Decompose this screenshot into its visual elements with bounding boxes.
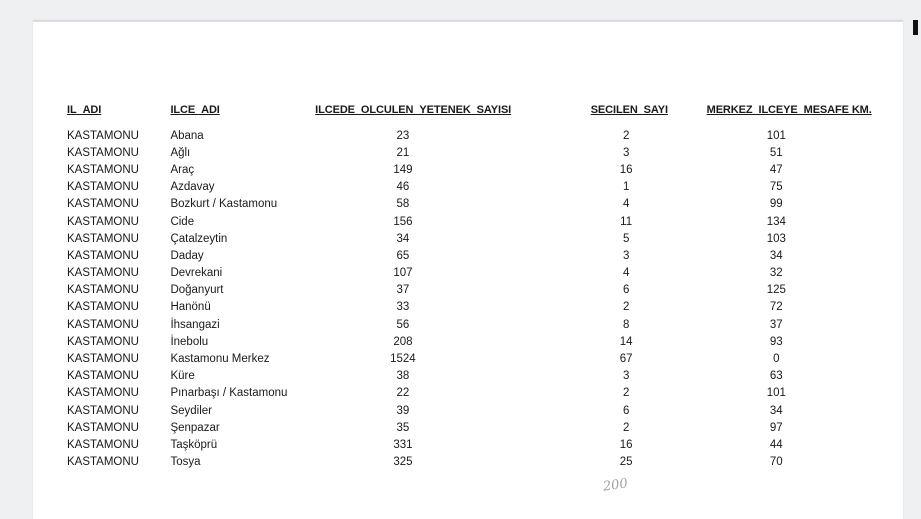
cell-yetenek-sayisi: 23 <box>396 129 410 142</box>
cell-il-adi: KASTAMONU <box>67 301 139 314</box>
cell-mesafe-km: 47 <box>769 163 783 176</box>
table-row <box>67 454 921 471</box>
cell-yetenek-sayisi: 107 <box>393 267 413 280</box>
cell-yetenek-sayisi: 58 <box>396 198 410 211</box>
cell-mesafe-km: 32 <box>769 267 783 280</box>
cell-yetenek-sayisi: 56 <box>396 318 410 331</box>
header-mesafe-km: MERKEZ_ILCEYE_MESAFE KM. <box>706 104 872 116</box>
cell-il-adi: KASTAMONU <box>67 438 139 451</box>
cell-mesafe-km: 63 <box>769 370 783 383</box>
table-header-row <box>67 104 921 127</box>
cell-yetenek-sayisi: 331 <box>393 438 413 451</box>
cell-mesafe-km: 37 <box>769 318 783 331</box>
cell-ilce-adi: Kastamonu Merkez <box>170 353 270 366</box>
cell-ilce-adi: Doğanyurt <box>170 284 224 297</box>
cell-il-adi: KASTAMONU <box>67 404 139 417</box>
cell-mesafe-km: 72 <box>769 301 783 314</box>
cell-ilce-adi: Tosya <box>170 456 201 469</box>
table-row <box>67 368 921 385</box>
cell-ilce-adi: Taşköprü <box>170 438 218 451</box>
cell-secilen-sayi: 3 <box>622 249 630 262</box>
cell-secilen-sayi: 5 <box>622 232 630 245</box>
cell-il-adi: KASTAMONU <box>67 129 139 142</box>
cell-yetenek-sayisi: 39 <box>396 404 410 417</box>
cell-secilen-sayi: 67 <box>619 353 633 366</box>
cell-secilen-sayi: 14 <box>619 335 633 348</box>
table-row <box>67 316 921 333</box>
table-row <box>67 299 921 316</box>
cell-il-adi: KASTAMONU <box>67 198 139 211</box>
cell-ilce-adi: Bozkurt / Kastamonu <box>170 198 278 211</box>
header-olculen-yetenek-sayisi: ILCEDE_OLCULEN_YETENEK_SAYISI <box>315 104 512 116</box>
cell-secilen-sayi: 3 <box>622 370 630 383</box>
cell-ilce-adi: İhsangazi <box>170 318 220 331</box>
cell-yetenek-sayisi: 149 <box>393 163 413 176</box>
table-row <box>67 419 921 436</box>
cell-yetenek-sayisi: 156 <box>393 215 413 228</box>
cell-yetenek-sayisi: 208 <box>393 335 413 348</box>
cell-ilce-adi: Hanönü <box>170 301 211 314</box>
cell-il-adi: KASTAMONU <box>67 370 139 383</box>
cell-mesafe-km: 44 <box>769 438 783 451</box>
cell-ilce-adi: Küre <box>170 370 195 383</box>
cell-il-adi: KASTAMONU <box>67 421 139 434</box>
cell-yetenek-sayisi: 1524 <box>390 353 416 366</box>
cell-il-adi: KASTAMONU <box>67 215 139 228</box>
table-row <box>67 196 921 213</box>
cell-il-adi: KASTAMONU <box>67 267 139 280</box>
table-row <box>67 350 921 367</box>
cell-mesafe-km: 103 <box>766 232 786 245</box>
cell-secilen-sayi: 6 <box>622 404 630 417</box>
cell-yetenek-sayisi: 34 <box>396 232 410 245</box>
cell-secilen-sayi: 3 <box>622 146 630 159</box>
header-ilce-adi: ILCE_ADI <box>170 104 220 116</box>
cell-secilen-sayi: 1 <box>622 181 630 194</box>
table-row <box>67 179 921 196</box>
table-row <box>67 402 921 419</box>
cell-il-adi: KASTAMONU <box>67 146 139 159</box>
cell-yetenek-sayisi: 37 <box>396 284 410 297</box>
table-row <box>67 282 921 299</box>
cell-ilce-adi: Daday <box>170 249 204 262</box>
cell-ilce-adi: Azdavay <box>170 181 215 194</box>
table-row <box>67 436 921 453</box>
cell-il-adi: KASTAMONU <box>67 284 139 297</box>
cell-secilen-sayi: 2 <box>622 301 630 314</box>
table-row <box>67 247 921 264</box>
cell-ilce-adi: İnebolu <box>170 335 209 348</box>
table-row <box>67 161 921 178</box>
cell-yetenek-sayisi: 35 <box>396 421 410 434</box>
cell-secilen-sayi: 25 <box>619 456 633 469</box>
table-row <box>67 265 921 282</box>
header-secilen-sayi: SECILEN_SAYI <box>590 104 668 116</box>
cell-secilen-sayi: 4 <box>622 198 630 211</box>
cell-mesafe-km: 75 <box>769 181 783 194</box>
cell-secilen-sayi: 8 <box>622 318 630 331</box>
cell-il-adi: KASTAMONU <box>67 353 139 366</box>
scan-edge <box>33 20 903 22</box>
cell-mesafe-km: 0 <box>773 353 780 366</box>
cell-mesafe-km: 70 <box>769 456 783 469</box>
header-il-adi: IL_ADI <box>67 104 102 116</box>
cell-il-adi: KASTAMONU <box>67 181 139 194</box>
cell-secilen-sayi: 16 <box>619 438 633 451</box>
cell-ilce-adi: Pınarbaşı / Kastamonu <box>170 387 288 400</box>
cell-secilen-sayi: 2 <box>622 129 630 142</box>
cell-il-adi: KASTAMONU <box>67 387 139 400</box>
cell-mesafe-km: 34 <box>769 404 783 417</box>
cell-mesafe-km: 34 <box>769 249 783 262</box>
handwritten-note: 200 <box>602 476 629 495</box>
cell-il-adi: KASTAMONU <box>67 335 139 348</box>
cell-mesafe-km: 51 <box>769 146 783 159</box>
cell-mesafe-km: 99 <box>769 198 783 211</box>
cell-yetenek-sayisi: 33 <box>396 301 410 314</box>
cell-secilen-sayi: 2 <box>622 387 630 400</box>
cell-ilce-adi: Çatalzeytin <box>170 232 228 245</box>
cell-ilce-adi: Seydiler <box>170 404 212 417</box>
cell-il-adi: KASTAMONU <box>67 249 139 262</box>
cell-ilce-adi: Devrekani <box>170 267 223 280</box>
cell-mesafe-km: 134 <box>766 215 786 228</box>
cell-yetenek-sayisi: 65 <box>396 249 410 262</box>
table-row <box>67 333 921 350</box>
table-row <box>67 144 921 161</box>
cell-secilen-sayi: 4 <box>622 267 630 280</box>
cell-yetenek-sayisi: 22 <box>396 387 410 400</box>
cell-secilen-sayi: 6 <box>622 284 630 297</box>
cell-secilen-sayi: 16 <box>619 163 633 176</box>
table-row <box>67 127 921 144</box>
district-table <box>67 104 921 471</box>
table-row <box>67 230 921 247</box>
cell-mesafe-km: 93 <box>769 335 783 348</box>
table-row <box>67 385 921 402</box>
cell-mesafe-km: 101 <box>766 129 786 142</box>
cell-yetenek-sayisi: 38 <box>396 370 410 383</box>
cell-yetenek-sayisi: 46 <box>396 181 410 194</box>
cell-yetenek-sayisi: 21 <box>396 146 410 159</box>
cell-mesafe-km: 101 <box>766 387 786 400</box>
cell-il-adi: KASTAMONU <box>67 456 139 469</box>
cell-yetenek-sayisi: 325 <box>393 456 413 469</box>
cell-mesafe-km: 97 <box>769 421 783 434</box>
cell-secilen-sayi: 11 <box>620 215 633 228</box>
cell-il-adi: KASTAMONU <box>67 163 139 176</box>
cell-ilce-adi: Araç <box>170 163 195 176</box>
window-edge-marker <box>913 20 918 35</box>
cell-ilce-adi: Şenpazar <box>170 421 220 434</box>
cell-il-adi: KASTAMONU <box>67 318 139 331</box>
table-row <box>67 213 921 230</box>
cell-mesafe-km: 125 <box>766 284 786 297</box>
cell-ilce-adi: Ağlı <box>170 146 191 159</box>
cell-ilce-adi: Cide <box>170 215 195 228</box>
cell-secilen-sayi: 2 <box>622 421 630 434</box>
cell-il-adi: KASTAMONU <box>67 232 139 245</box>
cell-ilce-adi: Abana <box>170 129 204 142</box>
